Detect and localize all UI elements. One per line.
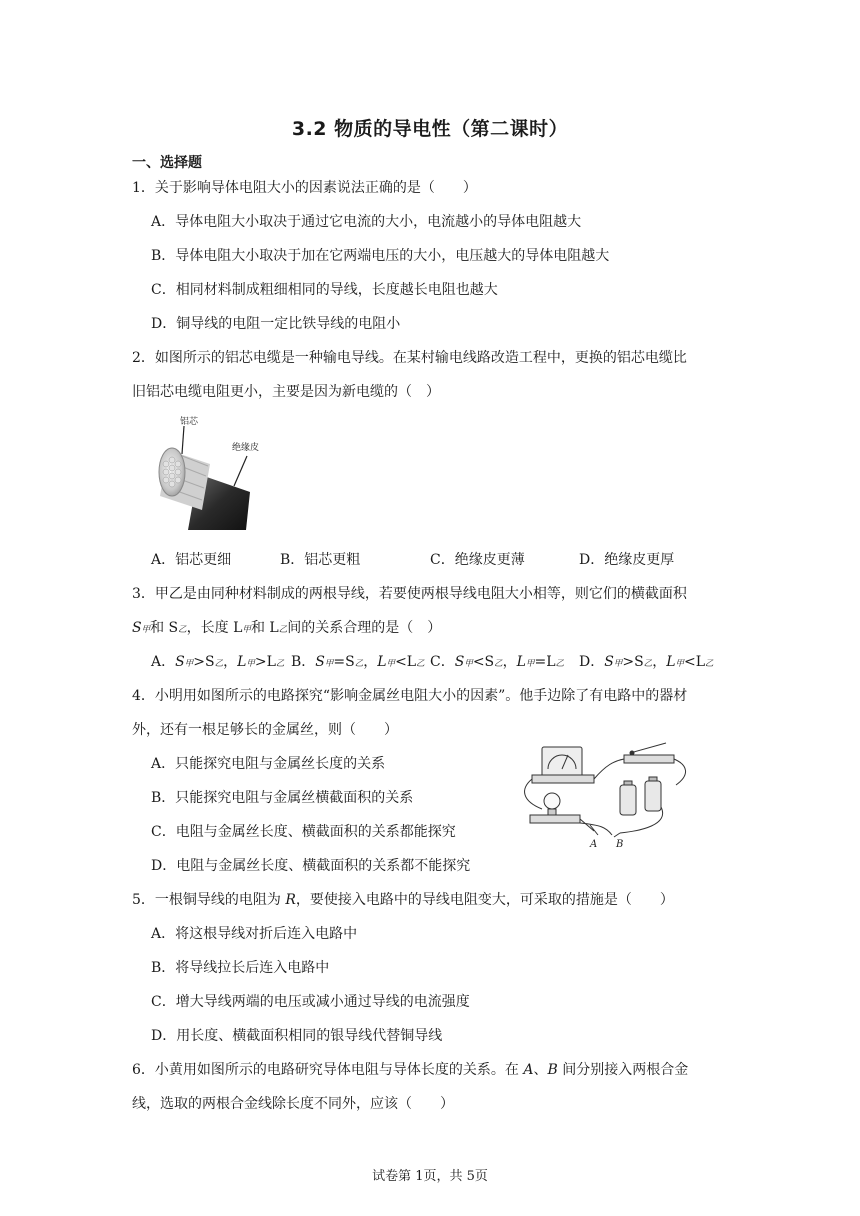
- question-3-stem-line-1: 3．甲乙是由同种材料制成的两根导线，若要使两根导线电阻大小相等，则它们的横截面积: [132, 586, 687, 602]
- aluminum-cable-figure: [150, 412, 270, 530]
- question-3-option-a: A．S甲>S乙，L甲>L乙: [151, 654, 285, 670]
- question-6-stem-line-2: 线，选取的两根合金线除长度不同外，应该（ ）: [132, 1096, 454, 1112]
- figure-label-insulation: 绝缘皮: [232, 443, 260, 453]
- circuit-figure: [520, 735, 700, 853]
- section-heading: 一、选择题: [132, 155, 202, 171]
- question-1-option-d: D．铜导线的电阻一定比铁导线的电阻小: [151, 316, 401, 332]
- question-4-option-c: C．电阻与金属丝长度、横截面积的关系都能探究: [151, 824, 456, 840]
- question-5-option-b: B．将导线拉长后连入电路中: [151, 960, 330, 976]
- question-4-stem-line-1: 4．小明用如图所示的电路探究“影响金属丝电阻大小的因素”。他手边除了有电路中的器材: [132, 688, 688, 704]
- figure-label-core: 铝芯: [180, 417, 199, 427]
- question-2-stem-line-1: 2．如图所示的铝芯电缆是一种输电导线。在某村输电线路改造工程中，更换的铝芯电缆比: [132, 350, 687, 366]
- figure-label-b: B: [616, 839, 624, 850]
- question-5-option-d: D．用长度、横截面积相同的银导线代替铜导线: [151, 1028, 443, 1044]
- question-6-stem-line-1: 6．小黄用如图所示的电路研究导体电阻与导体长度的关系。在 A、B 间分别接入两根合金: [132, 1062, 689, 1078]
- question-4-option-b: B．只能探究电阻与金属丝横截面积的关系: [151, 790, 414, 806]
- question-1-option-b: B．导体电阻大小取决于加在它两端电压的大小，电压越大的导体电阻越大: [151, 248, 610, 264]
- question-2-option-c: C．绝缘皮更薄: [430, 552, 525, 568]
- question-5-option-a: A．将这根导线对折后连入电路中: [151, 926, 358, 942]
- question-2-stem-line-2: 旧铝芯电缆电阻更小，主要是因为新电缆的（ ）: [132, 384, 440, 400]
- question-2-option-b: B．铝芯更粗: [280, 552, 361, 568]
- question-5-stem: 5．一根铜导线的电阻为 R，要使接入电路中的导线电阻变大，可采取的措施是（ ）: [132, 892, 674, 908]
- question-4-stem-line-2: 外，还有一根足够长的金属丝，则（ ）: [132, 722, 398, 738]
- question-3-option-c: C．S甲<S乙，L甲=L乙: [430, 654, 565, 670]
- page-title: 3.2 物质的导电性（第二课时）: [291, 118, 569, 140]
- question-4-option-d: D．电阻与金属丝长度、横截面积的关系都不能探究: [151, 858, 471, 874]
- question-2-option-a: A．铝芯更细: [151, 552, 232, 568]
- question-5-option-c: C．增大导线两端的电压或减小通过导线的电流强度: [151, 994, 470, 1010]
- question-1-option-a: A．导体电阻大小取决于通过它电流的大小，电流越小的导体电阻越大: [151, 214, 582, 230]
- question-1-option-c: C．相同材料制成粗细相同的导线，长度越长电阻也越大: [151, 282, 498, 298]
- question-2-option-d: D．绝缘皮更厚: [579, 552, 675, 568]
- question-3-option-d: D．S甲>S乙，L甲<L乙: [579, 654, 714, 670]
- question-3-option-b: B．S甲=S乙，L甲<L乙: [291, 654, 425, 670]
- question-1-stem: 1．关于影响导体电阻大小的因素说法正确的是（ ）: [132, 180, 477, 196]
- page-footer: 试卷第 1页，共 5页: [372, 1169, 488, 1184]
- figure-label-a: A: [590, 839, 598, 850]
- question-3-stem-line-2: S甲和 S乙，长度 L甲和 L乙间的关系合理的是（ ）: [132, 620, 442, 636]
- question-4-option-a: A．只能探究电阻与金属丝长度的关系: [151, 756, 386, 772]
